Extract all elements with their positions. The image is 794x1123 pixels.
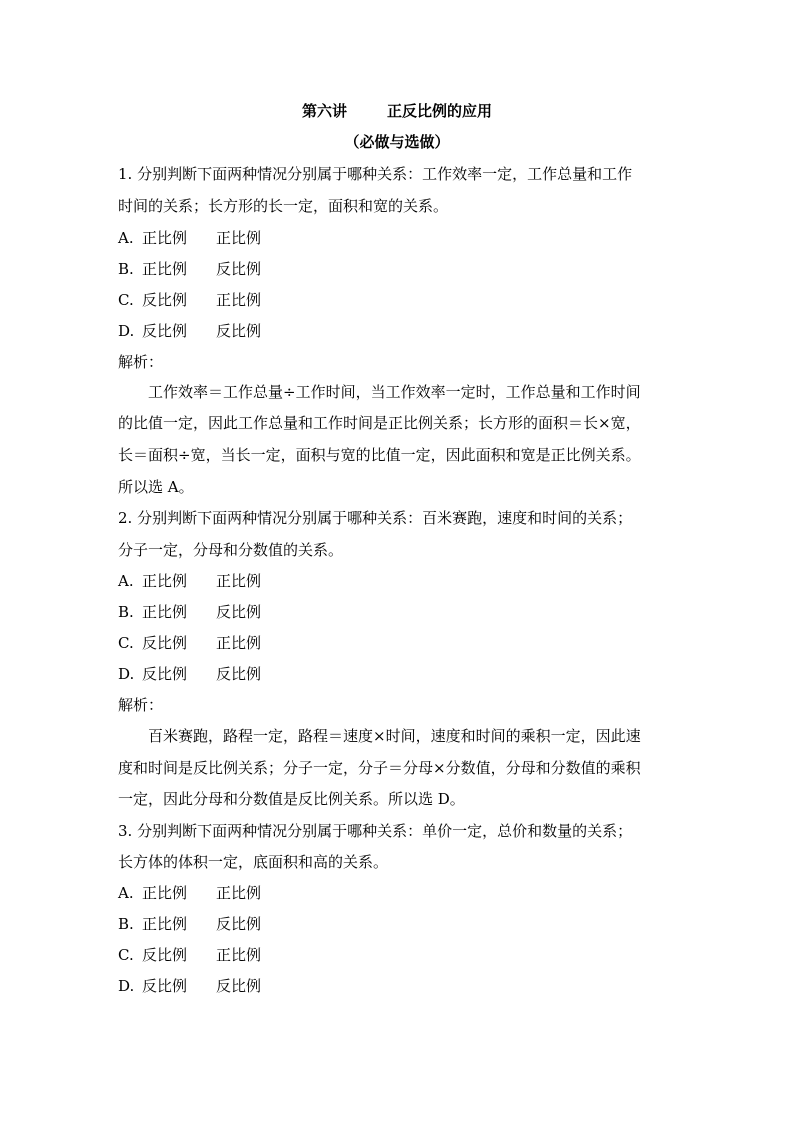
question-2-stem-line-2: 分子一定，分母和分数值的关系。 <box>118 541 344 559</box>
question-1-option-a: A. 正比例 正比例 <box>118 229 262 247</box>
question-1-stem-line-2: 时间的关系；长方形的长一定，面积和宽的关系。 <box>118 197 449 215</box>
question-3-stem-line-2: 长方体的体积一定，底面积和高的关系。 <box>118 853 389 871</box>
question-1-stem-line-1: 1. 分别判断下面两种情况分别属于哪种关系：工作效率一定，工作总量和工作 <box>118 165 633 183</box>
question-3-option-b: B. 正比例 反比例 <box>118 915 262 933</box>
question-1-option-c: C. 反比例 正比例 <box>118 291 262 309</box>
page-title <box>0 101 794 121</box>
question-2-option-c: C. 反比例 正比例 <box>118 634 262 652</box>
page-subtitle: （必做与选做） <box>344 133 450 151</box>
question-2-option-d: D. 反比例 反比例 <box>118 665 262 683</box>
question-1-analysis-line-4: 所以选 A。 <box>118 478 194 496</box>
question-2-analysis-line-2: 度和时间是反比例关系；分子一定，分子＝分母×分数值，分母和分数值的乘积 <box>118 759 641 777</box>
lecture-topic: 正反比例的应用 <box>387 102 493 120</box>
question-1-option-d: D. 反比例 反比例 <box>118 322 262 340</box>
question-1-analysis-label: 解析： <box>118 353 164 371</box>
question-2-option-b: B. 正比例 反比例 <box>118 603 262 621</box>
question-2-analysis-line-3: 一定，因此分母和分数值是反比例关系。所以选 D。 <box>118 790 465 808</box>
question-1-analysis-line-3: 长＝面积÷宽，当长一定，面积与宽的比值一定，因此面积和宽是正比例关系。 <box>118 446 641 464</box>
question-3-stem-line-1: 3. 分别判断下面两种情况分别属于哪种关系：单价一定，总价和数量的关系； <box>118 822 633 840</box>
lecture-number: 第六讲 <box>301 102 347 120</box>
question-2-option-a: A. 正比例 正比例 <box>118 572 262 590</box>
question-3-option-a: A. 正比例 正比例 <box>118 884 262 902</box>
question-3-option-d: D. 反比例 反比例 <box>118 977 262 995</box>
question-1-analysis-line-1: 工作效率＝工作总量÷工作时间，当工作效率一定时，工作总量和工作时间 <box>148 383 641 401</box>
question-2-analysis-label: 解析： <box>118 696 164 714</box>
question-2-analysis-line-1: 百米赛跑，路程一定，路程＝速度×时间，速度和时间的乘积一定，因此速 <box>148 727 641 745</box>
question-1-option-b: B. 正比例 反比例 <box>118 260 262 278</box>
question-2-stem-line-1: 2. 分别判断下面两种情况分别属于哪种关系：百米赛跑，速度和时间的关系； <box>118 509 633 527</box>
question-1-analysis-line-2: 的比值一定，因此工作总量和工作时间是正比例关系；长方形的面积＝长×宽， <box>118 414 641 432</box>
question-3-option-c: C. 反比例 正比例 <box>118 946 262 964</box>
